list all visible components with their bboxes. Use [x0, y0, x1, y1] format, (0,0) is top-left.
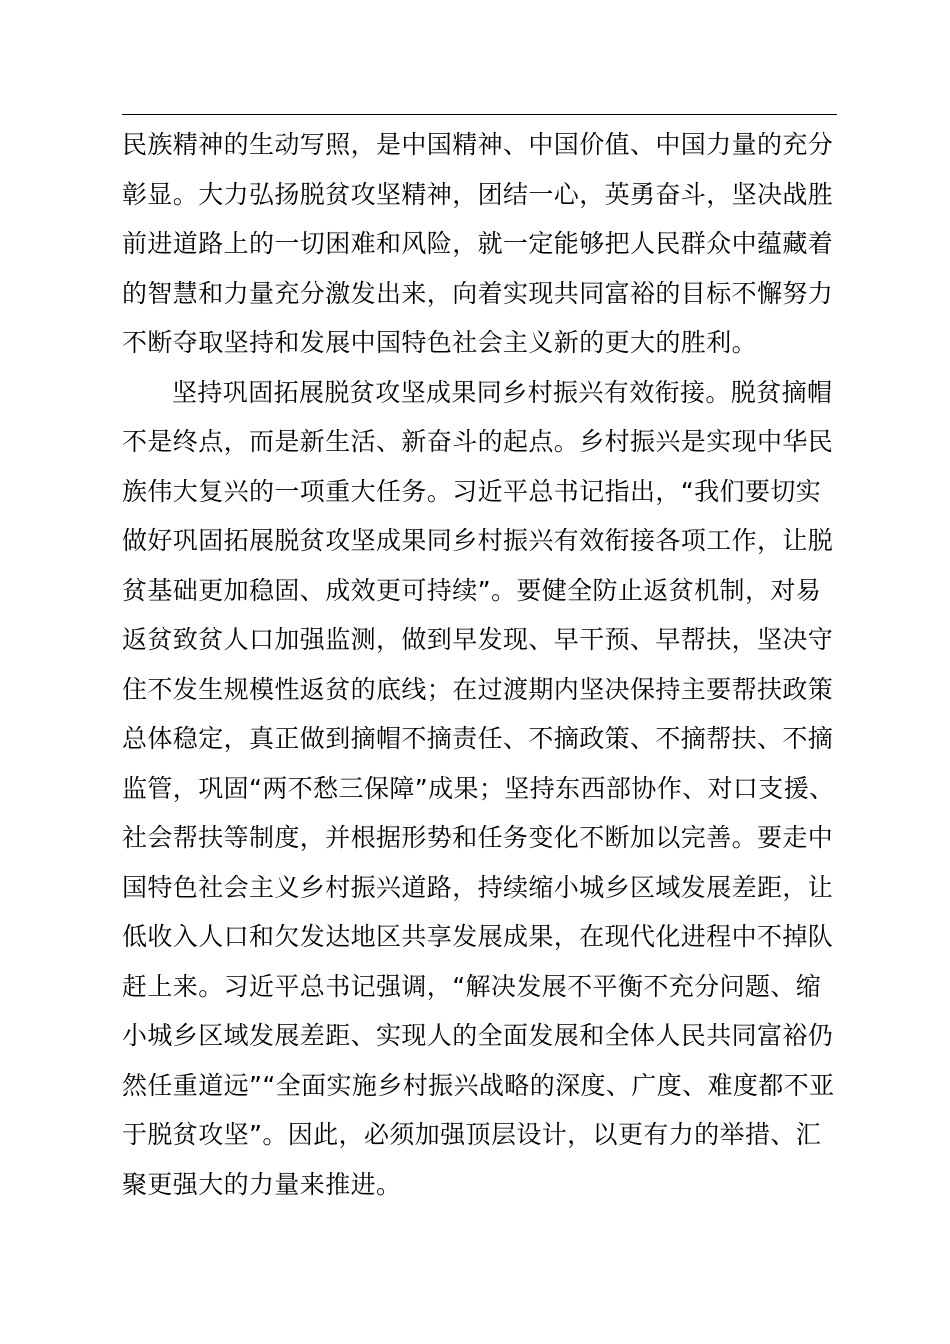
text-line-first: 坚持巩固拓展脱贫攻坚成果同乡村振兴有效衔接。脱贫摘帽 — [172, 377, 833, 407]
text-line: 不是终点，而是新生活、新奋斗的起点。乡村振兴是实现中华民 — [122, 427, 834, 456]
paragraph-rural-revitalization — [122, 368, 837, 1210]
text-line: 社会帮扶等制度，并根据形势和任务变化不断加以完善。要走中 — [122, 823, 834, 852]
text-line: 总体稳定，真正做到摘帽不摘责任、不摘政策、不摘帮扶、不摘 — [122, 724, 834, 753]
text-line: 族伟大复兴的一项重大任务。习近平总书记指出，“我们要切实 — [122, 476, 822, 506]
text-line: 于脱贫攻坚”。因此，必须加强顶层设计，以更有力的举措、汇 — [122, 1120, 822, 1149]
text-line: 的智慧和力量充分激发出来，向着实现共同富裕的目标不懈努力 — [122, 278, 834, 308]
text-line: 返贫致贫人口加强监测，做到早发现、早干预、早帮扶，坚决守 — [122, 625, 834, 654]
text-line: 做好巩固拓展脱贫攻坚成果同乡村振兴有效衔接各项工作，让脱 — [122, 526, 834, 555]
text-line: 前进道路上的一切困难和风险，就一定能够把人民群众中蕴藏着 — [122, 229, 834, 258]
text-line: 贫基础更加稳固、成效更可持续”。要健全防止返贫机制，对易 — [122, 575, 822, 605]
paragraph-continued — [122, 120, 837, 368]
text-line: 然任重道远”“全面实施乡村振兴战略的深度、广度、难度都不亚 — [122, 1070, 835, 1100]
text-line: 聚更强大的力量来推进。 — [122, 1169, 402, 1199]
body-text — [122, 120, 837, 1209]
text-line: 不断夺取坚持和发展中国特色社会主义新的更大的胜利。 — [122, 328, 758, 357]
text-line: 低收入人口和欠发达地区共享发展成果，在现代化进程中不掉队 — [122, 922, 834, 951]
header-rule — [122, 114, 837, 115]
text-line: 住不发生规模性返贫的底线；在过渡期内坚决保持主要帮扶政策 — [122, 674, 834, 704]
text-line: 彰显。大力弘扬脱贫攻坚精神，团结一心，英勇奋斗，坚决战胜 — [122, 179, 834, 209]
text-line: 国特色社会主义乡村振兴道路，持续缩小城乡区域发展差距，让 — [122, 872, 834, 902]
text-line: 民族精神的生动写照，是中国精神、中国价值、中国力量的充分 — [122, 130, 834, 159]
text-line: 赶上来。习近平总书记强调，“解决发展不平衡不充分问题、缩 — [122, 971, 822, 1001]
text-line: 小城乡区域发展差距、实现人的全面发展和全体人民共同富裕仍 — [122, 1021, 834, 1050]
text-line: 监管，巩固“两不愁三保障”成果；坚持东西部协作、对口支援、 — [122, 773, 835, 803]
